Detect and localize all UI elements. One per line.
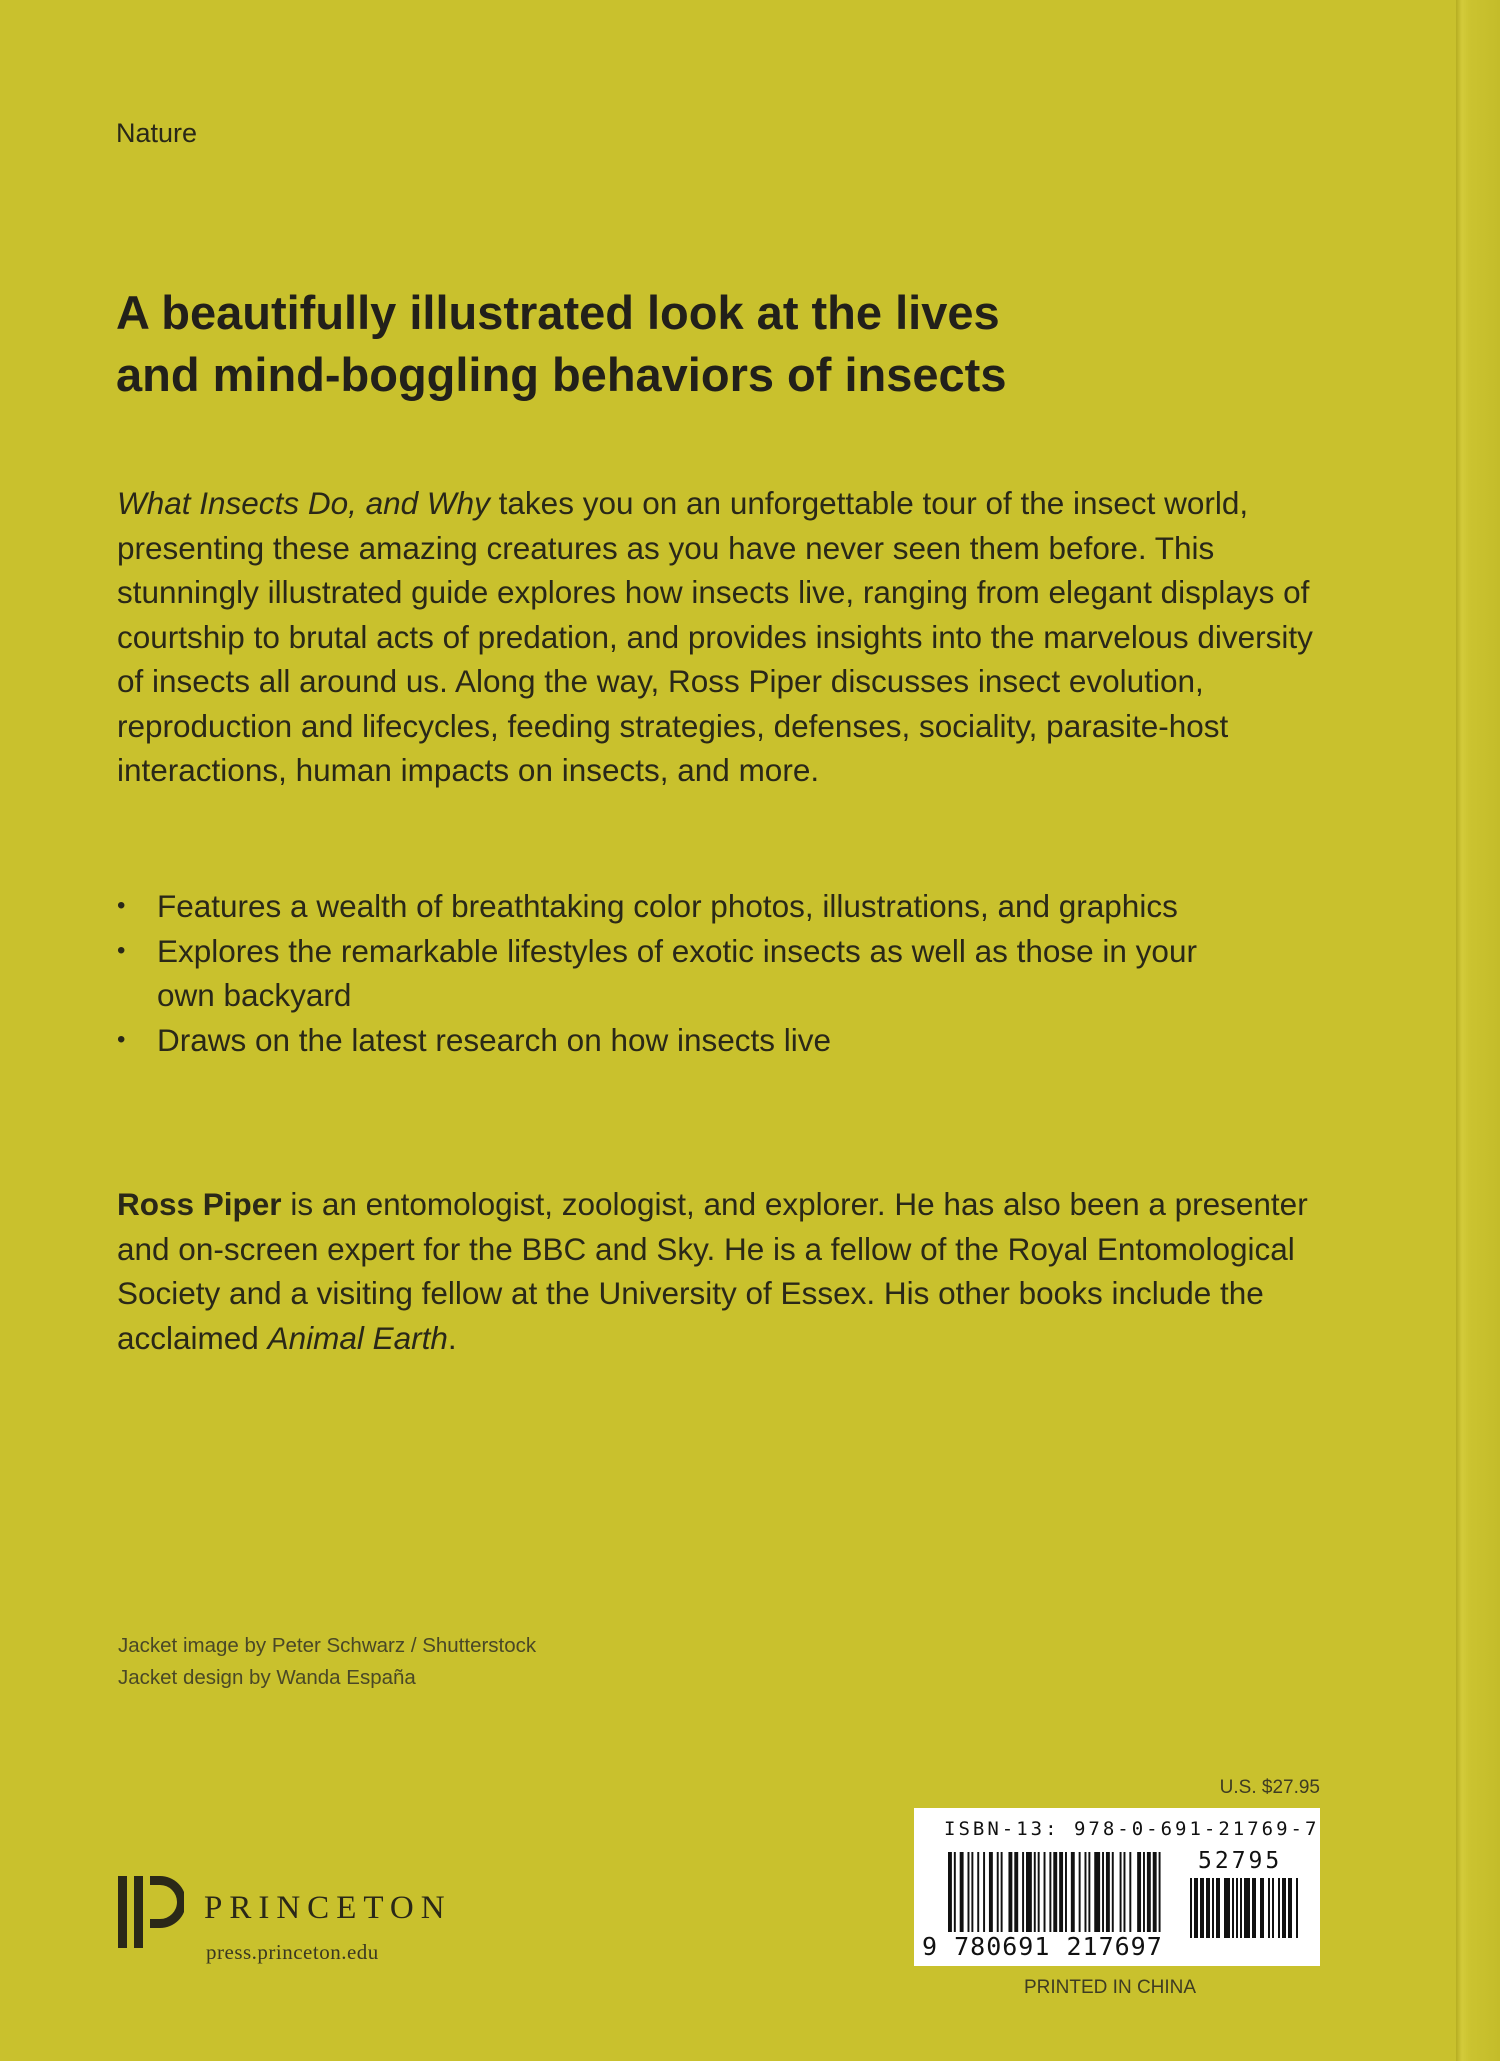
barcode-bar	[1008, 1852, 1012, 1938]
barcode-bar	[1094, 1852, 1100, 1938]
barcode-bar	[1049, 1852, 1051, 1938]
barcode-bar	[1129, 1852, 1131, 1938]
barcode-bar	[971, 1852, 973, 1938]
barcode-bar	[1278, 1878, 1280, 1938]
barcode-bar	[1124, 1852, 1126, 1938]
barcode-bar	[1159, 1852, 1161, 1938]
barcode-bar	[968, 1852, 970, 1938]
author-bio	[117, 1182, 1337, 1360]
barcode-bar	[1288, 1878, 1292, 1938]
other-book-title: Animal Earth	[267, 1319, 448, 1356]
barcode-bar	[1143, 1852, 1145, 1938]
barcode-bar	[1102, 1852, 1104, 1938]
barcode-bar	[997, 1852, 999, 1938]
barcode-bar	[1088, 1852, 1090, 1938]
barcode-bar	[948, 1852, 952, 1938]
publisher-website[interactable]: press.princeton.edu	[206, 1940, 379, 1964]
barcode-bar	[1252, 1878, 1256, 1938]
barcode-bar	[1059, 1852, 1063, 1938]
description-text: takes you on an unforgettable tour of the insect world, presenting these amazing creatures as you have never seen them before. This stunningly illustrated guide explores how insects live, ranging from elegant displays of courtship to brutal acts of predation, and provides insights into the marvelous diversity of insects all around us. Along the way, Ross Piper discusses insect evolution, reproduction and lifecycles, feeding strategies, defenses, sociality, parasite-host interactions, human impacts on insects, and more.	[117, 485, 1313, 788]
price-label: U.S. $27.95	[1219, 1777, 1320, 1798]
barcode-bar	[1079, 1852, 1081, 1938]
barcode-bar	[1034, 1852, 1036, 1938]
barcode-bar	[1044, 1852, 1046, 1938]
barcode-bar	[960, 1852, 964, 1938]
barcode-bar	[1244, 1878, 1250, 1938]
feature-item: • Draws on the latest research on how insects live	[117, 1018, 1197, 1063]
barcode-bar	[1268, 1878, 1270, 1938]
headline	[116, 282, 1296, 406]
jacket-credits	[118, 1630, 536, 1694]
barcode-bar	[1001, 1852, 1003, 1938]
feature-list	[117, 884, 1197, 1062]
barcode-bar	[1232, 1878, 1234, 1938]
barcode-bar	[1147, 1852, 1151, 1938]
barcode-bar	[1206, 1878, 1210, 1938]
barcode-bar	[1071, 1852, 1075, 1938]
publisher-name: PRINCETON	[204, 1890, 452, 1926]
bio-text: is an entomologist, zoologist, and explorer. He has also been a presenter and on-screen expert for the BBC and Sky. He is a fellow of the Royal Entomological Society and a visiting fellow at the University of Essex. His other books include the acclaimed	[117, 1186, 1308, 1356]
category-label: Nature	[116, 118, 198, 148]
barcode-bar	[1022, 1852, 1024, 1938]
barcode-bar	[1112, 1852, 1114, 1938]
barcode-bar	[954, 1852, 956, 1938]
barcode-bar	[1065, 1852, 1067, 1938]
princeton-p-logo-icon	[118, 1876, 184, 1948]
barcode-bar	[1120, 1852, 1122, 1938]
barcode-bar	[1026, 1852, 1032, 1938]
ean-barcode	[948, 1852, 1168, 1938]
printed-in-label: PRINTED IN CHINA	[1024, 1977, 1197, 1998]
barcode-bar	[1194, 1878, 1198, 1938]
image-credit: Jacket image by Peter Schwarz / Shutterstock	[118, 1634, 537, 1657]
feature-item: • Explores the remarkable lifestyles of exotic insects as well as those in your own backyard	[117, 929, 1197, 1018]
barcode-bar	[1190, 1878, 1192, 1938]
barcode-bar	[1137, 1852, 1141, 1938]
barcode-bar	[1038, 1852, 1040, 1938]
author-name: Ross Piper	[117, 1186, 282, 1222]
barcode-bar	[1200, 1878, 1204, 1938]
addon-digits: 52795	[1198, 1848, 1283, 1874]
barcode-bar	[1216, 1878, 1220, 1938]
bio-end: .	[447, 1319, 457, 1356]
book-title: What Insects Do, and Why	[117, 485, 490, 521]
barcode-bar	[1296, 1878, 1298, 1938]
barcode-bar	[1212, 1878, 1214, 1938]
barcode-bar	[983, 1852, 985, 1938]
barcode-bar	[1053, 1852, 1057, 1938]
barcode-bar	[1085, 1852, 1087, 1938]
ean-digits: 9 780691 217697	[922, 1932, 1163, 1961]
feature-item: • Features a wealth of breathtaking color photos, illustrations, and graphics	[117, 884, 1197, 929]
headline-line-1: A beautifully illustrated look at the lives	[116, 286, 1000, 339]
design-credit: Jacket design by Wanda España	[118, 1666, 416, 1689]
barcode-bar	[1260, 1878, 1264, 1938]
barcode-bar	[1240, 1878, 1242, 1938]
barcode-bar	[1014, 1852, 1018, 1938]
barcode-bar	[1153, 1852, 1157, 1938]
book-description	[117, 481, 1337, 793]
barcode-sticker	[914, 1808, 1320, 1966]
barcode-bar	[977, 1852, 979, 1938]
headline-line-2: and mind-boggling behaviors of insects	[116, 348, 1007, 401]
spine-edge	[1456, 0, 1500, 2061]
barcode-bar	[1236, 1878, 1238, 1938]
barcode-bar	[1224, 1878, 1230, 1938]
barcode-bar	[1272, 1878, 1274, 1938]
barcode-bar	[1106, 1852, 1110, 1938]
isbn-label: ISBN-13: 978-0-691-21769-7	[944, 1818, 1320, 1840]
addon-barcode	[1190, 1878, 1300, 1938]
barcode-bar	[1282, 1878, 1286, 1938]
barcode-bar	[989, 1852, 993, 1938]
